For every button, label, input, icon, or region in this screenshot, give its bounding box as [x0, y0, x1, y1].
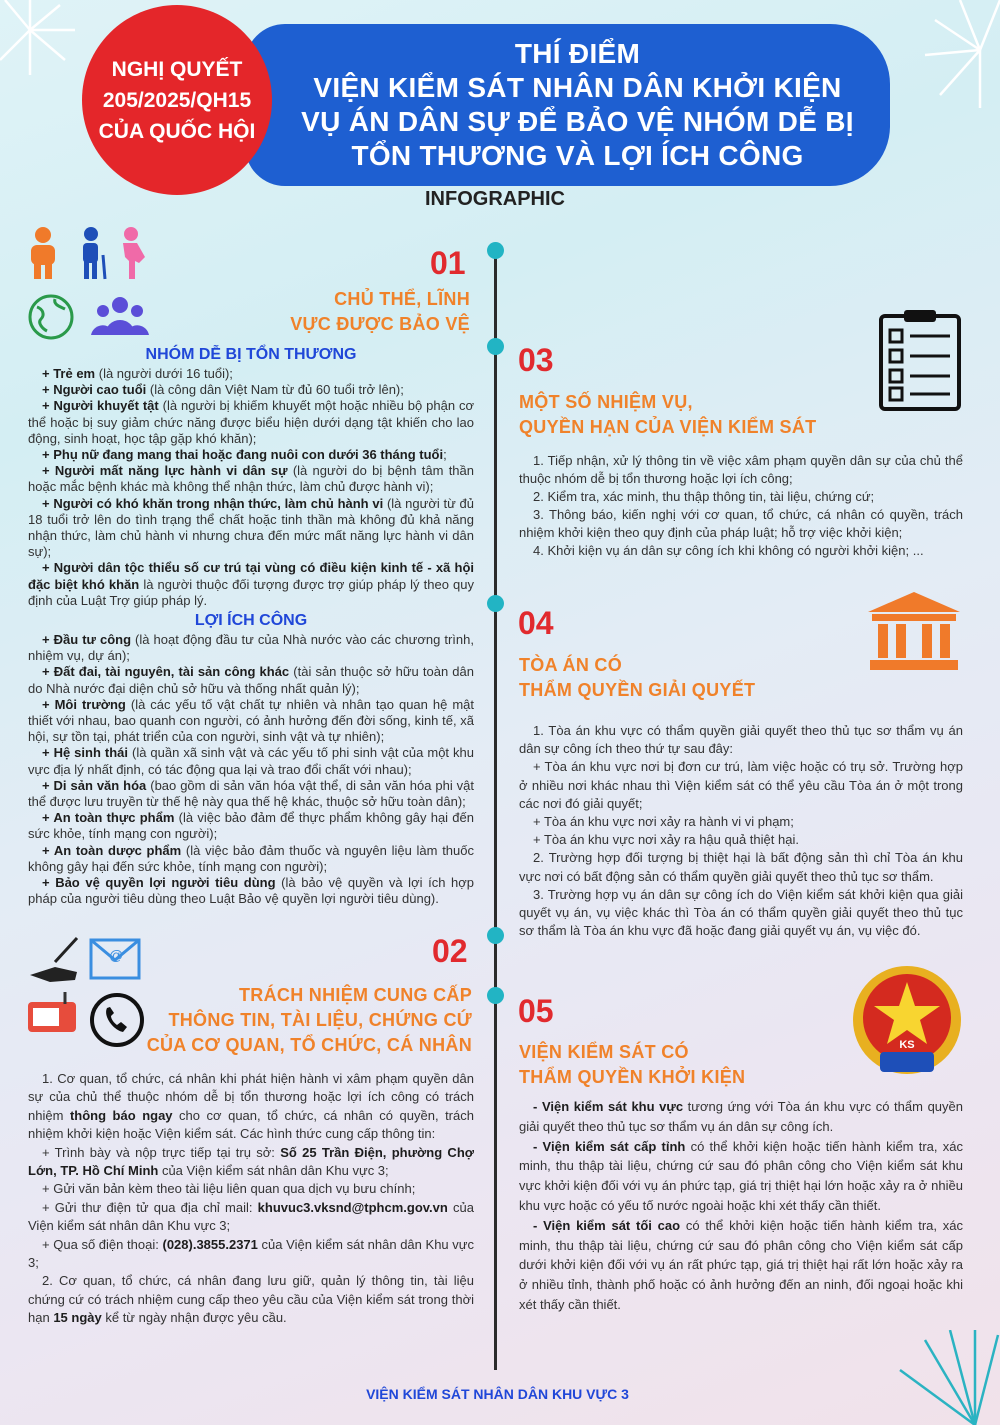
heading-line: QUYỀN HẠN CỦA VIỆN KIỂM SÁT: [519, 417, 817, 437]
environment-community-icons: [25, 293, 150, 343]
globe-icon: [30, 296, 72, 338]
text: kể từ ngày nhận được yêu cầu.: [101, 1310, 287, 1326]
section-number: 05: [518, 993, 554, 1029]
text: + Trình bày và nộp trực tiếp tại trụ sở:: [42, 1144, 281, 1160]
people-group-icon: [91, 297, 149, 335]
paragraph: [519, 722, 963, 758]
text: (là hoạt động đầu tư của Nhà nước vào các chương trình, nhiệm vụ, dự án);: [28, 632, 474, 664]
sunburst-decoration: [0, 0, 90, 90]
text: (bao gồm di sản văn hóa vật thể, di sản văn hóa phi vật thể được lưu truyền từ thế hệ này qua thế hệ khác, thuộc sở hữu toàn dân);: [28, 777, 475, 810]
text: là người thuộc đối tượng được trợ giúp pháp lý theo quy định của Luật Trợ giúp pháp lý.: [28, 576, 474, 608]
svg-text:KS: KS: [899, 1039, 915, 1051]
paragraph: [519, 506, 963, 542]
vulnerable-people-icons: [25, 225, 150, 285]
text: + Tòa án khu vực nơi xảy ra hậu quả thiệt hại.: [533, 832, 799, 848]
paragraph: [519, 831, 963, 849]
text: ;: [443, 447, 447, 463]
section-number: 03: [518, 342, 554, 378]
bold-text: + Người khuyết tật: [42, 398, 159, 414]
bold-text: - Viện kiểm sát tối cao: [533, 1217, 681, 1233]
text: 1. Tiếp nhận, xử lý thông tin về việc xâm phạm quyền dân sự của chủ thể thuộc nhóm dễ bị tổn thương hoặc lợi ích công;: [519, 453, 963, 486]
paragraph: [519, 758, 963, 813]
heading-line: CHỦ THỂ, LĨNH: [334, 289, 470, 309]
public-interest-text: [28, 632, 474, 907]
paragraph: [519, 488, 963, 506]
paragraph: [28, 496, 474, 561]
text: (tài sản thuộc sở hữu toàn dân do Nhà nước đại diện chủ sở hữu và thống nhất quản lý);: [28, 664, 474, 696]
svg-text:@: @: [109, 947, 124, 963]
pregnant-woman-icon: [123, 227, 145, 279]
procuracy-authority-text: [519, 1097, 963, 1315]
text: tương ứng với Tòa án khu vực có thẩm quyền giải quyết theo thủ tục sơ thẩm vụ án dân sự công ích.: [519, 1099, 963, 1134]
bold-text: + Đầu tư công: [42, 632, 132, 647]
bold-text: + An toàn thực phẩm: [42, 810, 175, 826]
title-line: TỔN THƯƠNG VÀ LỢI ÍCH CÔNG: [351, 140, 804, 171]
paragraph: [28, 697, 474, 746]
heading-line: THẨM QUYỀN GIẢI QUYẾT: [519, 680, 756, 700]
infographic-label: INFOGRAPHIC: [425, 188, 565, 210]
text: + Tòa án khu vực nơi xảy ra hành vi vi phạm;: [533, 814, 794, 830]
text: (là người từ đủ 18 tuổi trở lên do tình trạng thể chất hoặc tinh thần mà không đủ khả năng nhận thức, làm chủ hành vi nhưng chưa đến mức mất năng lực hành vi dân sự);: [28, 495, 474, 560]
handwriting-icon: [30, 938, 77, 982]
text: của Viện kiểm sát nhân dân Khu vực 3;: [28, 1199, 474, 1234]
paragraph: [519, 1097, 963, 1137]
paragraph: [28, 664, 474, 696]
paragraph: [28, 560, 474, 609]
paragraph: [519, 1216, 963, 1315]
bold-text: + Phụ nữ đang mang thai hoặc đang nuôi con dưới 36 tháng tuổi: [42, 447, 444, 463]
paragraph: [28, 1236, 474, 1273]
heading-line: MỘT SỐ NHIỆM VỤ,: [519, 392, 693, 412]
paragraph: [28, 875, 474, 907]
text: + Qua số điện thoại:: [42, 1236, 163, 1252]
bold-text: + Người cao tuổi: [42, 382, 147, 398]
information-duty-text: [28, 1070, 474, 1328]
courthouse-icon: [866, 590, 962, 672]
text: (là người bị khiếm khuyết một hoặc nhiều bộ phận cơ thể hoặc bị suy giảm chức năng được biểu hiện dưới dạng tật khiến cho lao động, sinh hoạt, học tập gặp khó khăn);: [28, 398, 474, 446]
text: 1. Cơ quan, tổ chức, cá nhân khi phát hiện hành vi xâm phạm quyền dân sự của chủ thể thuộc nhóm dễ bị tổn thương hoặc lợi ích công có trách nhiệm: [28, 1071, 474, 1123]
heading-line: THẨM QUYỀN KHỞI KIỆN: [519, 1067, 746, 1087]
paragraph: [28, 366, 474, 382]
resolution-badge: [82, 5, 272, 195]
paragraph: [519, 886, 963, 941]
bold-text: + Môi trường: [42, 696, 126, 712]
heading-line: THÔNG TIN, TÀI LIỆU, CHỨNG CỨ: [168, 1010, 472, 1030]
text: 4. Khởi kiện vụ án dân sự công ích khi không có người khởi kiện; ...: [533, 543, 924, 558]
badge-line: NGHỊ QUYẾT: [111, 57, 243, 81]
badge-line: 205/2025/QH15: [102, 88, 252, 112]
paragraph: [28, 398, 474, 447]
section-number: 01: [430, 245, 466, 281]
paragraph: [28, 1199, 474, 1236]
text: 3. Thông báo, kiến nghị với cơ quan, tổ chức, cá nhân có quyền, trách nhiệm khởi kiện theo quy định của pháp luật; hỗ trợ việc khởi kiện;: [519, 507, 963, 540]
sunburst-decoration: [900, 0, 1000, 110]
bold-text: + Di sản văn hóa: [42, 777, 147, 793]
paragraph: [28, 1070, 474, 1144]
paragraph: [28, 1180, 474, 1198]
bold-text: 15 ngày: [53, 1310, 102, 1326]
timeline-dot: [487, 338, 504, 355]
bold-text: - Viện kiểm sát cấp tỉnh: [533, 1138, 686, 1154]
paragraph: [28, 1272, 474, 1327]
phone-icon: [92, 995, 142, 1045]
heading-line: VIỆN KIỂM SÁT CÓ: [519, 1042, 689, 1062]
subheading-public-interest: LỢI ÍCH CÔNG: [194, 612, 308, 629]
timeline-dot: [487, 595, 504, 612]
procuracy-duties-text: [519, 452, 963, 560]
heading-line: TRÁCH NHIỆM CUNG CẤP: [239, 985, 472, 1005]
text: (là người dưới 16 tuổi);: [95, 366, 233, 381]
bold-text: + Trẻ em: [42, 366, 96, 381]
sunburst-decoration: [880, 1330, 1000, 1425]
paragraph: [28, 745, 474, 777]
section-number: 04: [518, 605, 554, 641]
section-heading: [519, 653, 755, 703]
section-heading: [290, 287, 470, 337]
bold-text: + Hệ sinh thái: [42, 745, 129, 761]
procuracy-emblem-icon: [850, 960, 965, 1085]
text: (là bảo vệ quyền và lợi ích hợp pháp của người tiêu dùng theo Luật Bảo vệ quyền lợi người tiêu dùng).: [28, 875, 475, 907]
paragraph: [28, 382, 474, 398]
child-icon: [31, 227, 55, 279]
email-icon: [91, 940, 139, 978]
elderly-icon: [83, 227, 105, 279]
title-line: VIỆN KIỂM SÁT NHÂN DÂN KHỞI KIỆN: [313, 72, 842, 103]
bold-text: + Người mất năng lực hành vi dân sự: [42, 463, 288, 479]
text: (là người do bị bệnh tâm thần hoặc mắc bệnh khác mà không thể nhận thức, làm chủ được hành vi);: [28, 463, 474, 495]
paragraph: [519, 452, 963, 488]
court-jurisdiction-text: [519, 722, 963, 940]
timeline-dot: [487, 242, 504, 259]
text: của Viện kiểm sát nhân dân Khu vực 3;: [158, 1163, 389, 1179]
bold-text: + Người dân tộc thiểu số cư trú tại vùng có điều kiện kinh tế - xã hội đặc biệt khó khăn: [28, 560, 474, 592]
text: có thể khởi kiện hoặc tiến hành kiểm tra, xác minh, thu thập tài liệu, chứng cứ sau đó phân công cho Viện kiểm sát cấp dưới khởi kiện đối với vụ án rất phức tạp, giá trị thiệt hại rất lớn hoặc xảy ra ở nhiều tỉnh, thành phố hoặc có ảnh hưởng đến an ninh, đối ngoại hoặc khi xét thấy cần thiết.: [519, 1217, 963, 1312]
paragraph: [28, 1144, 474, 1181]
vulnerable-groups-text: [28, 366, 474, 609]
bold-text: + Bảo vệ quyền lợi người tiêu dùng: [42, 875, 276, 891]
text: 1. Tòa án khu vực có thẩm quyền giải quyết theo thủ tục sơ thẩm vụ án dân sự công ích theo thứ tự sau đây:: [519, 723, 963, 757]
paragraph: [28, 447, 474, 463]
text: + Gửi văn bản kèm theo tài liệu liên quan qua dịch vụ bưu chính;: [42, 1181, 416, 1197]
bold-text: + An toàn dược phẩm: [42, 842, 182, 858]
bold-text: thông báo ngay: [69, 1107, 173, 1123]
text: + Gửi thư điện tử qua địa chỉ mail:: [42, 1199, 258, 1215]
bold-text: - Viện kiểm sát khu vực: [533, 1099, 684, 1114]
paragraph: [519, 1137, 963, 1216]
text: 2. Kiểm tra, xác minh, thu thập thông tin, tài liệu, chứng cứ;: [533, 489, 875, 504]
checklist-icon: [878, 308, 962, 412]
paragraph: [28, 778, 474, 810]
paragraph: [519, 849, 963, 885]
timeline-dot: [487, 927, 504, 944]
text: của Viện kiểm sát nhân dân Khu vực 3;: [28, 1236, 474, 1271]
paragraph: [28, 810, 474, 842]
title-banner: [245, 24, 890, 186]
bold-text: Số 25 Trần Điện, phường Chợ Lớn, TP. Hồ Chí Minh: [28, 1144, 475, 1179]
section-heading: [519, 1040, 745, 1090]
bold-text: (028).3855.2371: [162, 1236, 258, 1252]
bold-text: + Đất đai, tài nguyên, tài sản công khác: [42, 664, 290, 680]
text: (là quần xã sinh vật và các yếu tố phi sinh vật của một khu vực địa lý nhất định, có tác động qua lại và trao đổi chất với nhau);: [28, 745, 474, 777]
section-heading: [147, 983, 472, 1058]
text: (là việc bảo đảm thuốc và nguyên liệu làm thuốc không gây hại đến sức khỏe, tính mạng con người);: [28, 842, 474, 874]
communication-icons: [25, 930, 150, 1050]
text: có thể khởi kiện hoặc tiến hành kiểm tra, xác minh, thu thập tài liệu, chứng cứ sau đó phân công cho Viện kiểm sát khu vực khởi kiện đối với vụ án phức tạp, giá trị thiệt hại lớn hoặc xảy ra ở nhiều khu vực hoặc có yếu tố nước ngoài hoặc khi xét thấy cần thiết.: [519, 1138, 963, 1213]
text: 2. Cơ quan, tổ chức, cá nhân đang lưu giữ, quản lý thông tin, tài liệu chứng cứ có trách nhiệm cung cấp theo yêu cầu của Viện kiểm sát trong thời hạn: [28, 1273, 474, 1326]
bold-text: khuvuc3.vksnd@tphcm.gov.vn: [257, 1199, 448, 1215]
heading-line: CỦA CƠ QUAN, TỔ CHỨC, CÁ NHÂN: [146, 1035, 472, 1055]
paragraph: [28, 632, 474, 664]
subheading-vulnerable: NHÓM DỄ BỊ TỔN THƯƠNG: [145, 346, 357, 363]
text: (là các yếu tố vật chất tự nhiên và nhân tạo quan hệ mật thiết với nhau, bao quanh con người, có ảnh hưởng đến đời sống, kinh tế, xã hội, sự tồn tại, phát triển của con người, sinh vật và tự nhiên);: [28, 696, 474, 745]
timeline: [494, 250, 497, 1370]
mailbox-icon: [28, 992, 76, 1032]
text: 3. Trường hợp vụ án dân sự công ích do Viện kiểm sát khởi kiện qua giải quyết vụ án, vụ việc khác thì Tòa án có thẩm quyền giải quyết theo thủ tục sơ thẩm là Tòa án khu vực đã hoặc đang giải quyết vụ án, vụ việc đó.: [519, 886, 963, 939]
timeline-dot: [487, 987, 504, 1004]
heading-line: VỰC ĐƯỢC BẢO VỆ: [290, 314, 470, 334]
text: (là công dân Việt Nam từ đủ 60 tuổi trở lên);: [146, 382, 404, 398]
title-line: VỤ ÁN DÂN SỰ ĐỂ BẢO VỆ NHÓM DỄ BỊ: [301, 106, 854, 137]
paragraph: [519, 542, 963, 560]
paragraph: [519, 813, 963, 831]
paragraph: [28, 463, 474, 495]
title-line: THÍ ĐIỂM: [514, 38, 641, 69]
bold-text: + Người có khó khăn trong nhận thức, làm chủ hành vi: [42, 495, 384, 511]
text: + Tòa án khu vực nơi bị đơn cư trú, làm việc hoặc có trụ sở. Trường hợp ở nhiều nơi khác nhau thì Viện kiểm sát có thể yêu cầu Tòa án ở một trong các nơi đó giải quyết;: [519, 759, 963, 811]
text: 2. Trường hợp đối tượng bị thiệt hại là bất động sản thì chỉ Tòa án khu vực nơi có bất động sản có thẩm quyền giải quyết theo thủ tục sơ thẩm.: [519, 850, 963, 884]
heading-line: TÒA ÁN CÓ: [519, 655, 623, 675]
section-heading: [519, 390, 816, 440]
text: cho cơ quan, tổ chức, cá nhân có quyền, trách nhiệm khởi kiện hoặc Viện kiểm sát. Các hình thức cung cấp thông tin:: [28, 1107, 474, 1142]
footer-org-name: VIỆN KIỂM SÁT NHÂN DÂN KHU VỰC 3: [366, 1386, 629, 1402]
section-number: 02: [432, 933, 468, 969]
badge-line: CỦA QUỐC HỘI: [98, 119, 256, 143]
text: (là việc bảo đảm để thực phẩm không gây hại đến sức khỏe, tính mạng con người);: [28, 810, 475, 842]
paragraph: [28, 843, 474, 875]
